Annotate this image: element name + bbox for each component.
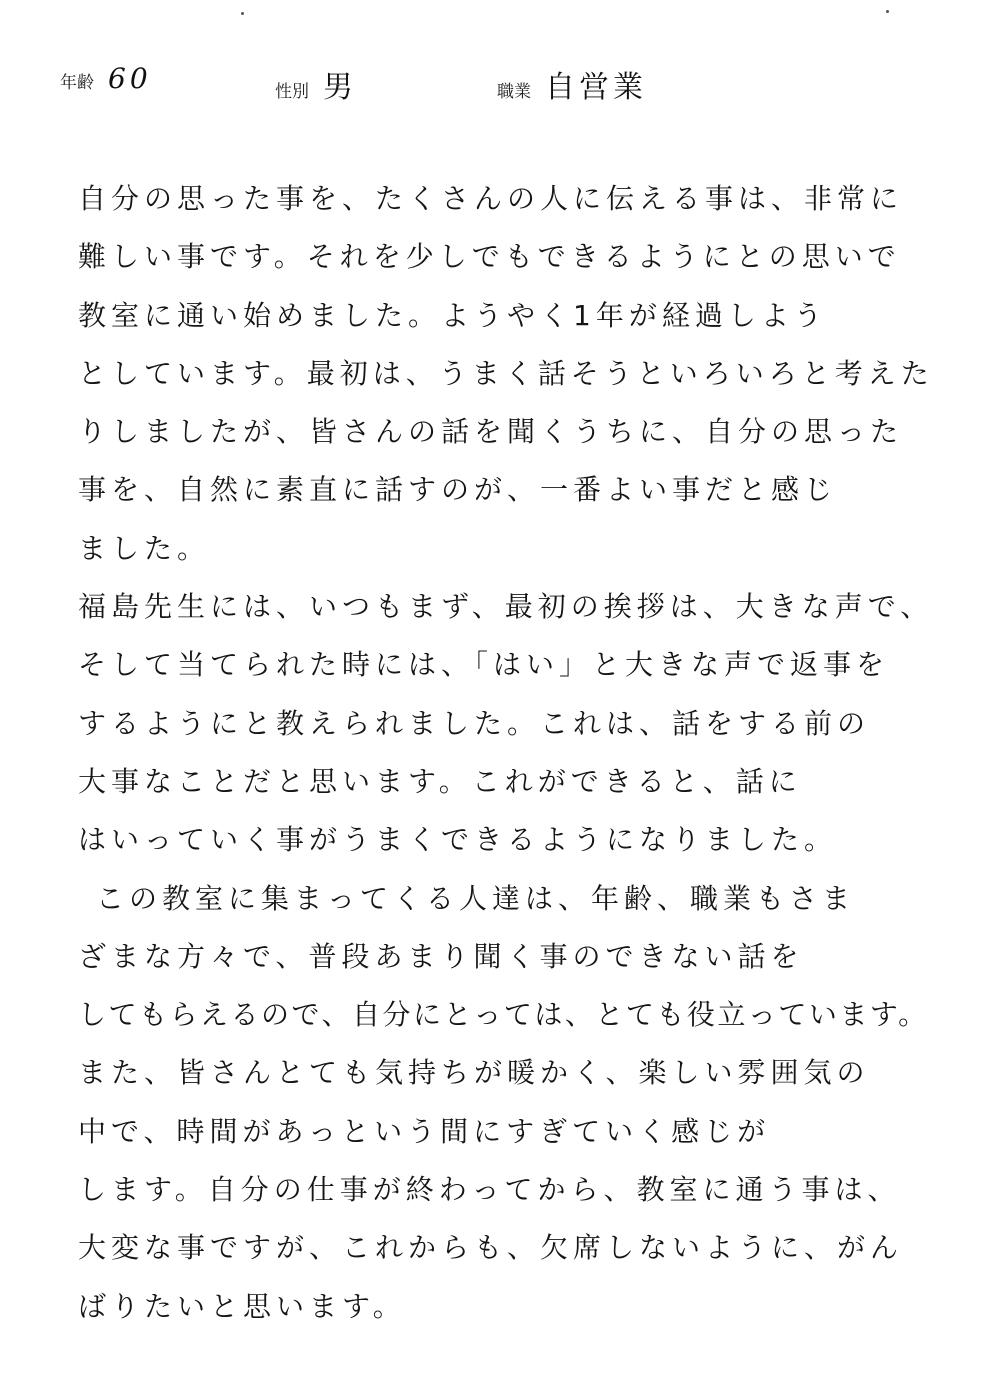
job-value: 自営業: [545, 70, 647, 105]
job-field: [497, 62, 647, 112]
essay-line: します。自分の仕事が終わってから、教室に通う事は、: [78, 1173, 901, 1207]
essay-line: ざまな方々で、普段あまり聞く事のできない話を: [78, 939, 804, 973]
respondent-header: [0, 62, 1000, 112]
essay-line: 教室に通い始めました。ようやく1年が経過しよう: [78, 298, 827, 332]
essay-line: ました。: [78, 531, 211, 565]
age-label: 年齢: [60, 73, 94, 93]
essay-line: また、皆さんとても気持ちが暖かく、楽しい雰囲気の: [78, 1056, 870, 1090]
essay-line: そして当てられた時には、「はい」と大きな声で返事を: [78, 648, 890, 682]
essay-line: するようにと教えられました。これは、話をする前の: [78, 706, 871, 740]
essay-line: ばりたいと思います。: [78, 1289, 406, 1323]
scan-speck: [886, 10, 889, 13]
scan-speck: [241, 12, 244, 15]
age-field: [60, 62, 152, 112]
sex-value: 男: [323, 70, 357, 105]
essay-line: りしましたが、皆さんの話を聞くうちに、自分の思った: [78, 415, 904, 449]
essay-line: してもらえるので、自分にとっては、とても役立っています。: [78, 998, 929, 1032]
essay-line: としています。最初は、うまく話そうといろいろと考えた: [78, 356, 934, 390]
essay-body: [78, 170, 938, 1336]
essay-line: 中で、時間があっという間にすぎていく感じが: [78, 1114, 771, 1148]
essay-line: 事を、自然に素直に話すのが、一番よい事だと感じ: [78, 473, 838, 507]
job-label: 職業: [497, 82, 531, 102]
essay-line: 大事なことだと思います。これができると、話に: [78, 764, 802, 798]
essay-line: はいっていく事がうまくできるようになりました。: [78, 823, 838, 857]
sex-label: 性別: [275, 82, 309, 102]
sex-field: [275, 62, 357, 112]
essay-line: 大変な事ですが、これからも、欠席しないように、がん: [78, 1231, 904, 1265]
essay-line: 難しい事です。それを少しでもできるようにとの思いで: [78, 240, 901, 274]
essay-line: この教室に集まってくる人達は、年齢、職業もさま: [96, 881, 856, 915]
essay-line: 自分の思った事を、たくさんの人に伝える事は、非常に: [78, 182, 904, 215]
essay-line: 福島先生には、いつもまず、最初の挨拶は、大きな声で、: [78, 590, 934, 624]
age-value: 60: [108, 62, 152, 95]
